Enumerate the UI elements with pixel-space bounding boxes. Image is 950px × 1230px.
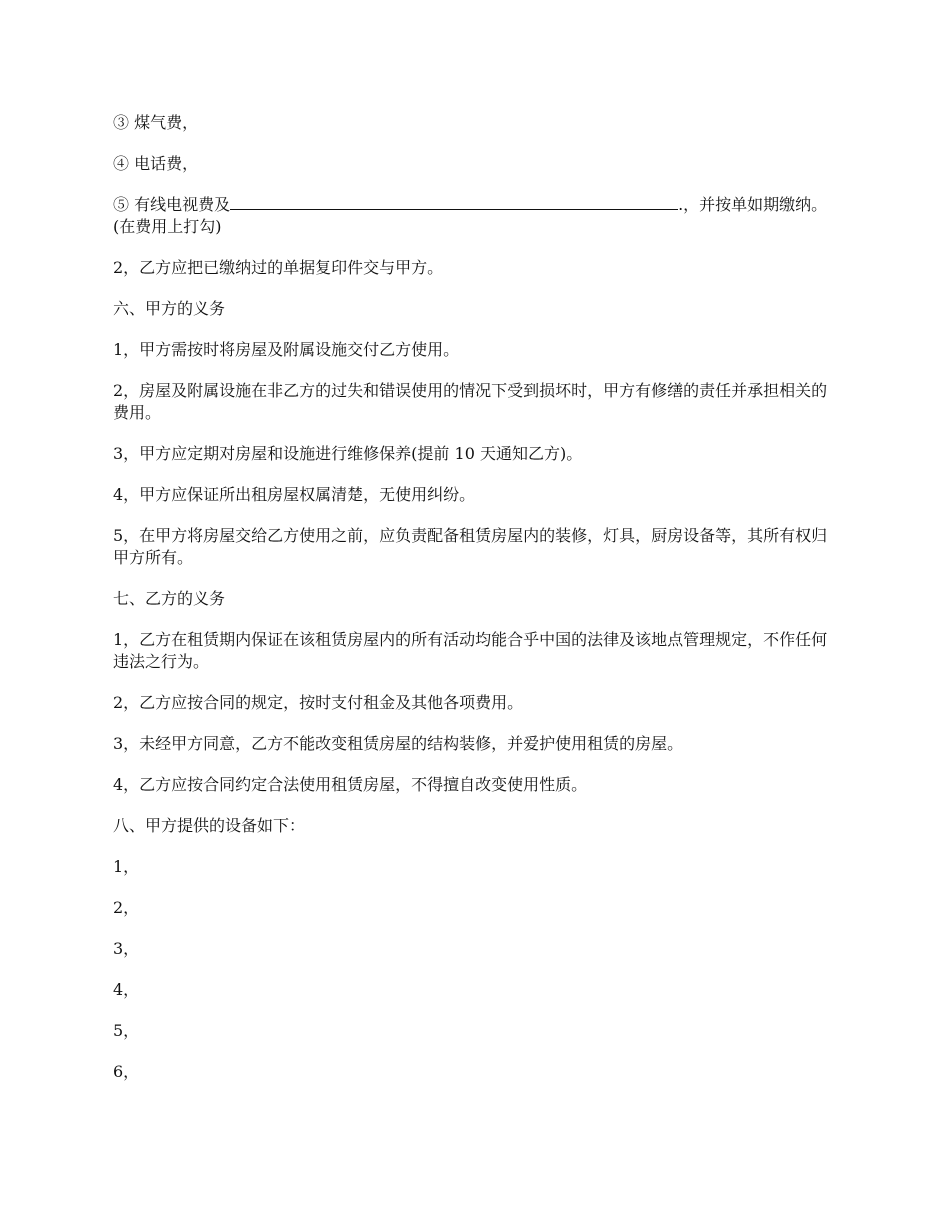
lessor-clause-3: 3，甲方应定期对房屋和设施进行维修保养(提前 10 天通知乙方)。: [113, 444, 583, 463]
equipment-item-2: 2，: [113, 898, 140, 917]
fill-in-blank-line: [230, 194, 678, 210]
phone-fee-item: ④ 电话费，: [113, 154, 199, 173]
cable-tv-suffix: .，并按单如期缴纳。(在费用上打勾): [113, 195, 828, 236]
lessor-clause-5: 5，在甲方将房屋交给乙方使用之前，应负责配备租赁房屋内的装修，灯具，厨房设备等，其所有权归甲方所有。: [113, 526, 828, 567]
cable-tv-prefix: ⑤ 有线电视费及: [113, 195, 231, 214]
lessee-clause-1: 1，乙方在租赁期内保证在该租赁房屋内的所有活动均能合乎中国的法律及该地点管理规定，不作任何违法之行为。: [113, 630, 828, 671]
document-body: [113, 112, 841, 1083]
lessor-clause-1: 1，甲方需按时将房屋及附属设施交付乙方使用。: [113, 340, 460, 359]
section-heading-lessor-obligations: 六、甲方的义务: [113, 299, 226, 318]
equipment-item-3: 3，: [113, 939, 140, 958]
lessee-clause-2: 2，乙方应按合同的规定，按时支付租金及其他各项费用。: [113, 693, 524, 712]
receipt-copy-clause: 2，乙方应把已缴纳过的单据复印件交与甲方。: [113, 258, 444, 277]
section-heading-lessee-obligations: 七、乙方的义务: [113, 589, 226, 608]
lessor-clause-2: 2，房屋及附属设施在非乙方的过失和错误使用的情况下受到损坏时，甲方有修缮的责任并承担相关的费用。: [113, 381, 828, 422]
gas-fee-item: ③ 煤气费，: [113, 113, 199, 132]
equipment-item-1: 1，: [113, 857, 140, 876]
equipment-item-5: 5，: [113, 1021, 140, 1040]
cable-tv-fee-item: [113, 194, 841, 238]
equipment-item-4: 4，: [113, 980, 140, 999]
lessee-clause-3: 3，未经甲方同意，乙方不能改变租赁房屋的结构装修，并爱护使用租赁的房屋。: [113, 734, 684, 753]
section-heading-equipment: 八、甲方提供的设备如下：: [113, 816, 306, 835]
lessee-clause-4: 4，乙方应按合同约定合法使用租赁房屋，不得擅自改变使用性质。: [113, 775, 588, 794]
lessor-clause-4: 4，甲方应保证所出租房屋权属清楚，无使用纠纷。: [113, 485, 476, 504]
equipment-item-6: 6，: [113, 1062, 140, 1081]
